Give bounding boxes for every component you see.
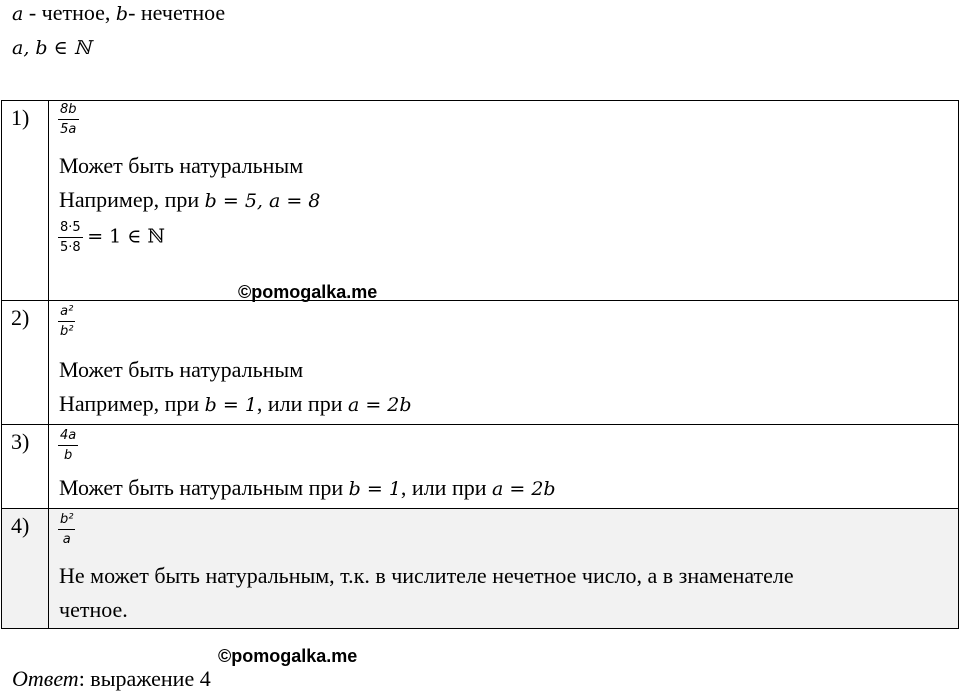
calculation-line	[59, 221, 165, 254]
row-number: 2)	[11, 305, 30, 330]
row-content-cell	[49, 425, 959, 509]
row-content-cell	[49, 301, 959, 425]
fraction-denominator: 5a	[60, 122, 77, 137]
statement-text: Может быть натуральным	[59, 357, 304, 382]
example-math: b = 5, a = 8	[204, 190, 321, 212]
watermark: ©pomogalka.me	[238, 282, 378, 302]
table-row	[2, 301, 959, 425]
table-row	[2, 101, 959, 301]
fraction-denominator: a	[62, 532, 71, 547]
expression-fraction	[59, 103, 78, 136]
row-number-cell	[2, 425, 49, 509]
natural-set-statement: a, b ∈ ℕ	[12, 37, 92, 59]
condition-text-b: - нечетное	[128, 0, 226, 25]
row-number-cell	[2, 101, 49, 301]
calc-numerator: 8·5	[60, 220, 81, 235]
fraction-numerator: 8b	[60, 102, 77, 117]
row-number: 3)	[11, 429, 30, 454]
statement-math-1: b = 1	[348, 478, 401, 500]
statement-math-2: a = 2b	[492, 478, 556, 500]
example-math-1: b = 1	[204, 394, 257, 416]
row-content-cell	[49, 509, 959, 629]
answer-label: Ответ	[12, 666, 79, 691]
statement-line	[59, 471, 556, 506]
row-content-cell	[49, 101, 959, 301]
answer-line	[12, 666, 211, 692]
fraction-denominator: b²	[60, 324, 74, 339]
expression-fraction	[59, 513, 74, 546]
condition-parity	[12, 0, 225, 26]
statement-text: Может быть натуральным	[59, 153, 304, 178]
fraction-numerator: a²	[60, 304, 74, 319]
row-number: 1)	[11, 105, 30, 130]
example-line	[59, 387, 412, 422]
var-b: b	[115, 3, 129, 25]
fraction-numerator: 4a	[60, 428, 77, 443]
row-number-cell	[2, 301, 49, 425]
statement-text: Может быть натуральным при	[59, 475, 349, 500]
statement-text: Не может быть натуральным, т.к. в числителе нечетное число, а в знаменателе	[59, 563, 794, 588]
example-text: Например, при	[59, 391, 205, 416]
expression-fraction	[59, 429, 77, 462]
condition-text-a: - четное,	[23, 0, 116, 25]
example-line	[59, 183, 320, 218]
statement-text-2: , или при	[400, 475, 492, 500]
expression-fraction	[59, 305, 74, 338]
solution-table	[1, 100, 959, 629]
table-row	[2, 425, 959, 509]
answer-text: : выражение 4	[78, 666, 211, 691]
table-row	[2, 509, 959, 629]
statement-text-continued: четное.	[59, 597, 128, 622]
example-math-2: a = 2b	[347, 394, 412, 416]
example-text: Например, при	[59, 187, 205, 212]
example-text-2: , или при	[256, 391, 348, 416]
watermark: ©pomogalka.me	[218, 646, 358, 666]
var-a: a	[12, 3, 24, 25]
fraction-denominator: b	[63, 448, 73, 463]
condition-natural	[12, 34, 91, 60]
calc-result: = 1 ∈ ℕ	[87, 225, 165, 248]
row-number: 4)	[11, 513, 30, 538]
calc-denominator: 5·8	[60, 240, 81, 255]
row-number-cell	[2, 509, 49, 629]
fraction-numerator: b²	[60, 512, 74, 527]
